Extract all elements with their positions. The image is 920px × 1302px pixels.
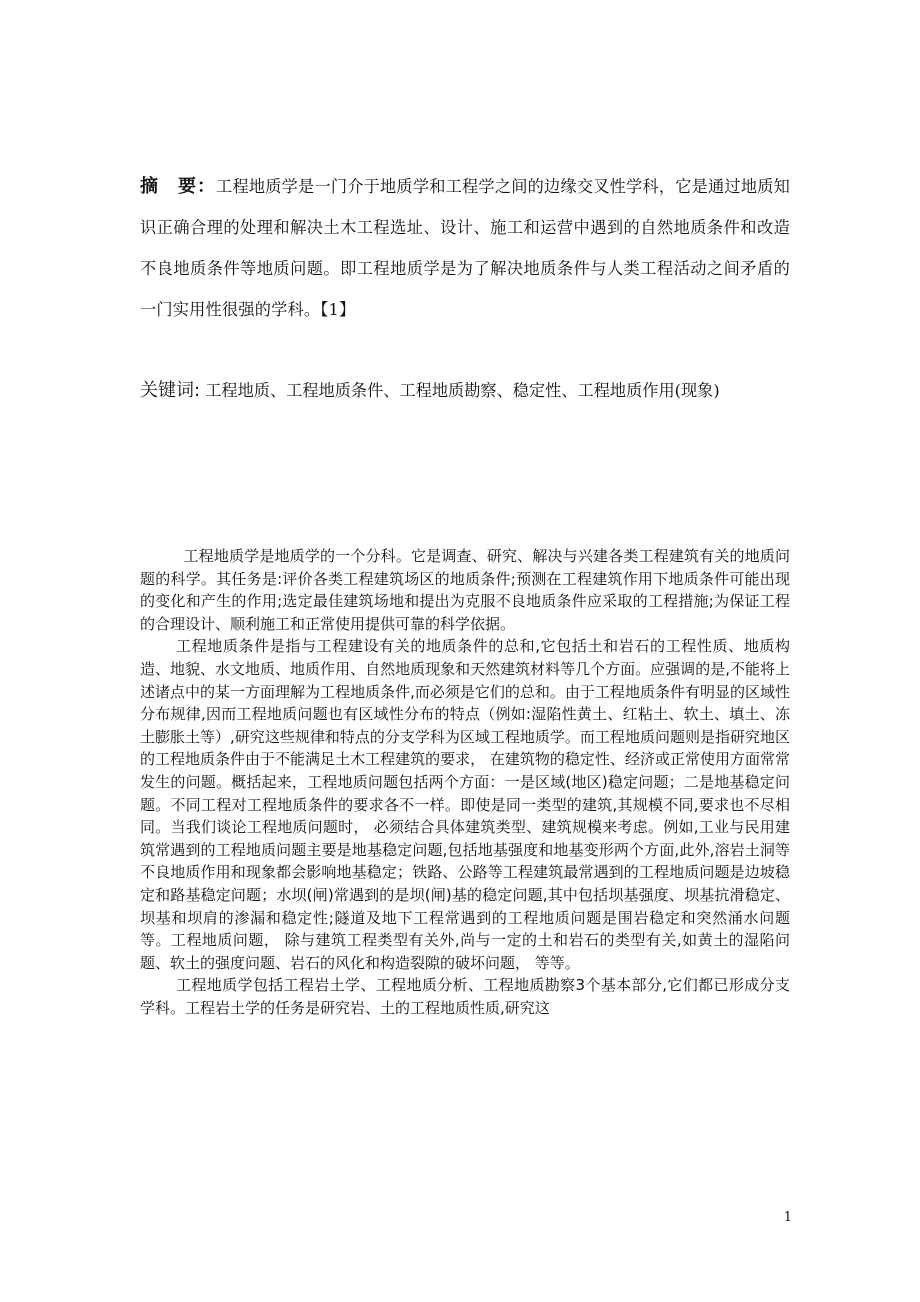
body-paragraph-2: 工程地质条件是指与工程建设有关的地质条件的总和,它包括土和岩石的工程性质、地质构造、地貌、水文地质、地质作用、自然地质现象和天然建筑材料等几个方面。应强调的是,不能将上述诸点中的某一方面理解为工程地质条件,而必须是它们的总和。由于工程地质条件有明显的区域性分布规律,因而工程地质问题也有区域性分布的特点（例如:湿陷性黄土、红粘土、软土、填土、冻土膨胀土等）,研究这些规律和特点的分支学科为区域工程地质学。而工程地质问题则是指研究地区的工程地质条件由于不能满足土木工程建筑的要求， 在建筑物的稳定性、经济或正常使用方面常常发生的问题。概括起来，工程地质问题包括两个方面：一是区域(地区)稳定问题；二是地基稳定问题。不同工程对工程地质条件的要求各不一样。即使是同一类型的建筑,其规模不同,要求也不尽相同。当我们谈论工程地质问题时， 必须结合具体建筑类型、建筑规模来考虑。例如,工业与民用建筑常遇到的工程地质问题主要是地基稳定问题,包括地基强度和地基变形两个方面,此外,溶岩土洞等不良地质作用和现象都会影响地基稳定；铁路、公路等工程建筑最常遇到的工程地质问题是边坡稳定和路基稳定问题；水坝(闸)常遇到的是坝(闸)基的稳定问题,其中包括坝基强度、坝基抗滑稳定、坝基和坝肩的渗漏和稳定性;隧道及地下工程常遇到的工程地质问题是围岩稳定和突然涌水问题等。工程地质问题， 除与建筑工程类型有关外,尚与一定的土和岩石的类型有关,如黄土的湿陷问题、软土的强度问题、岩石的风化和构造裂隙的破坏问题， 等等。 — [140, 637, 790, 972]
body-paragraph-1: 工程地质学是地质学的一个分科。它是调查、研究、解决与兴建各类工程建筑有关的地质问题的科学。其任务是:评价各类工程建筑场区的地质条件;预测在工程建筑作用下地质条件可能出现的变化和产生的作用;选定最佳建筑场地和提出为克服不良地质条件应采取的工程措施;为保证工程的合理设计、顺利施工和正常使用提供可靠的科学依据。 — [140, 547, 790, 633]
abstract-text: 工程地质学是一门介于地质学和工程学之间的边缘交叉性学科，它是通过地质知识正确合理的处理和解决土木工程选址、设计、施工和运营中遇到的自然地质条件和改造不良地质条件等地质问题。即工程地质学是为了解决地质条件与人类工程活动之间矛盾的一门实用性很强的学科。【1】 — [140, 177, 790, 319]
body-paragraph-3: 工程地质学包括工程岩土学、工程地质分析、工程地质勘察3个基本部分,它们都已形成分支学科。工程岩土学的任务是研究岩、土的工程地质性质,研究这 — [140, 976, 790, 1017]
keywords-label: 关键词: — [140, 380, 201, 401]
page-number: 1 — [783, 1210, 792, 1225]
abstract-label: 摘 要： — [140, 176, 217, 197]
keywords-section — [140, 372, 790, 409]
body-text — [140, 545, 790, 1019]
abstract-section — [140, 166, 790, 330]
keywords-text: 工程地质、工程地质条件、工程地质勘察、稳定性、工程地质作用(现象) — [200, 381, 720, 400]
